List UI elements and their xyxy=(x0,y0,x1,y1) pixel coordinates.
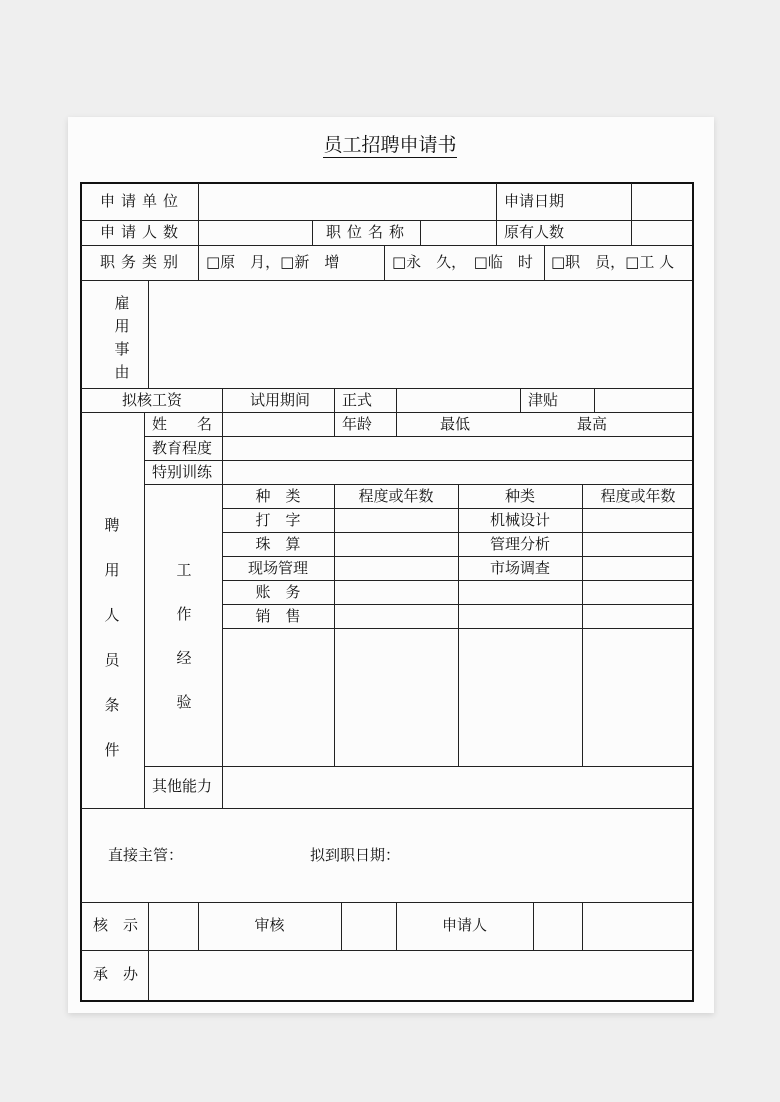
age-min-label: 最低 xyxy=(440,415,471,433)
conditions-section-label: 聘 用 人 员 条 件 xyxy=(104,516,120,759)
trial-period-label: 试用期间 xyxy=(250,391,311,409)
age-label: 年龄 xyxy=(342,415,373,433)
exp-type-market-research: 市场调查 xyxy=(489,559,550,577)
form-title: 员工招聘申请书 xyxy=(323,134,457,156)
age-max-label: 最高 xyxy=(577,415,608,433)
exp-type-abacus: 珠 算 xyxy=(255,535,301,553)
unit-label: 申请单位 xyxy=(100,192,185,210)
allowance-label: 津贴 xyxy=(528,391,559,409)
education-label: 教育程度 xyxy=(152,439,213,457)
category-option-permanent-temp[interactable]: □永 久， □临 时 xyxy=(392,253,533,271)
exp-type-mechanical-design: 机械设计 xyxy=(489,511,550,529)
category-option-origin-new[interactable]: □原 月，□新 增 xyxy=(206,253,340,271)
formal-label: 正式 xyxy=(342,391,373,409)
other-ability-label: 其他能力 xyxy=(152,777,213,795)
count-label: 申请人数 xyxy=(100,223,185,241)
experience-label: 工 作 经 验 xyxy=(176,561,192,711)
supervisor-label: 直接主管： xyxy=(108,846,184,864)
position-label: 职位名称 xyxy=(326,223,411,241)
category-label: 职务类别 xyxy=(100,253,185,271)
approve-label: 核 示 xyxy=(93,916,139,934)
exp-type-sales: 销 售 xyxy=(255,607,301,625)
training-label: 特别训练 xyxy=(152,463,213,481)
date-label: 申请日期 xyxy=(504,192,565,210)
name-label: 姓 名 xyxy=(152,415,213,433)
reason-label: 雇 用 事 由 xyxy=(114,294,130,381)
exp-header-years-1: 程度或年数 xyxy=(358,487,434,505)
exp-type-management-analysis: 管理分析 xyxy=(489,535,550,553)
existing-count-label: 原有人数 xyxy=(504,223,565,241)
salary-label: 拟核工资 xyxy=(122,391,183,409)
applicant-label: 申请人 xyxy=(441,916,487,934)
exp-header-type-1: 种 类 xyxy=(255,487,301,505)
exp-type-accounting: 账 务 xyxy=(255,583,301,601)
handler-label: 承 办 xyxy=(93,965,139,983)
form-table xyxy=(80,182,694,1002)
exp-header-type-2: 种类 xyxy=(504,487,535,505)
review-label: 审核 xyxy=(254,916,285,934)
category-option-staff-worker[interactable]: □职 员，□工 人 xyxy=(551,253,675,271)
start-date-label: 拟到职日期： xyxy=(310,846,401,864)
exp-type-site-management: 现场管理 xyxy=(247,559,308,577)
exp-header-years-2: 程度或年数 xyxy=(600,487,676,505)
exp-type-typing: 打 字 xyxy=(255,511,301,529)
